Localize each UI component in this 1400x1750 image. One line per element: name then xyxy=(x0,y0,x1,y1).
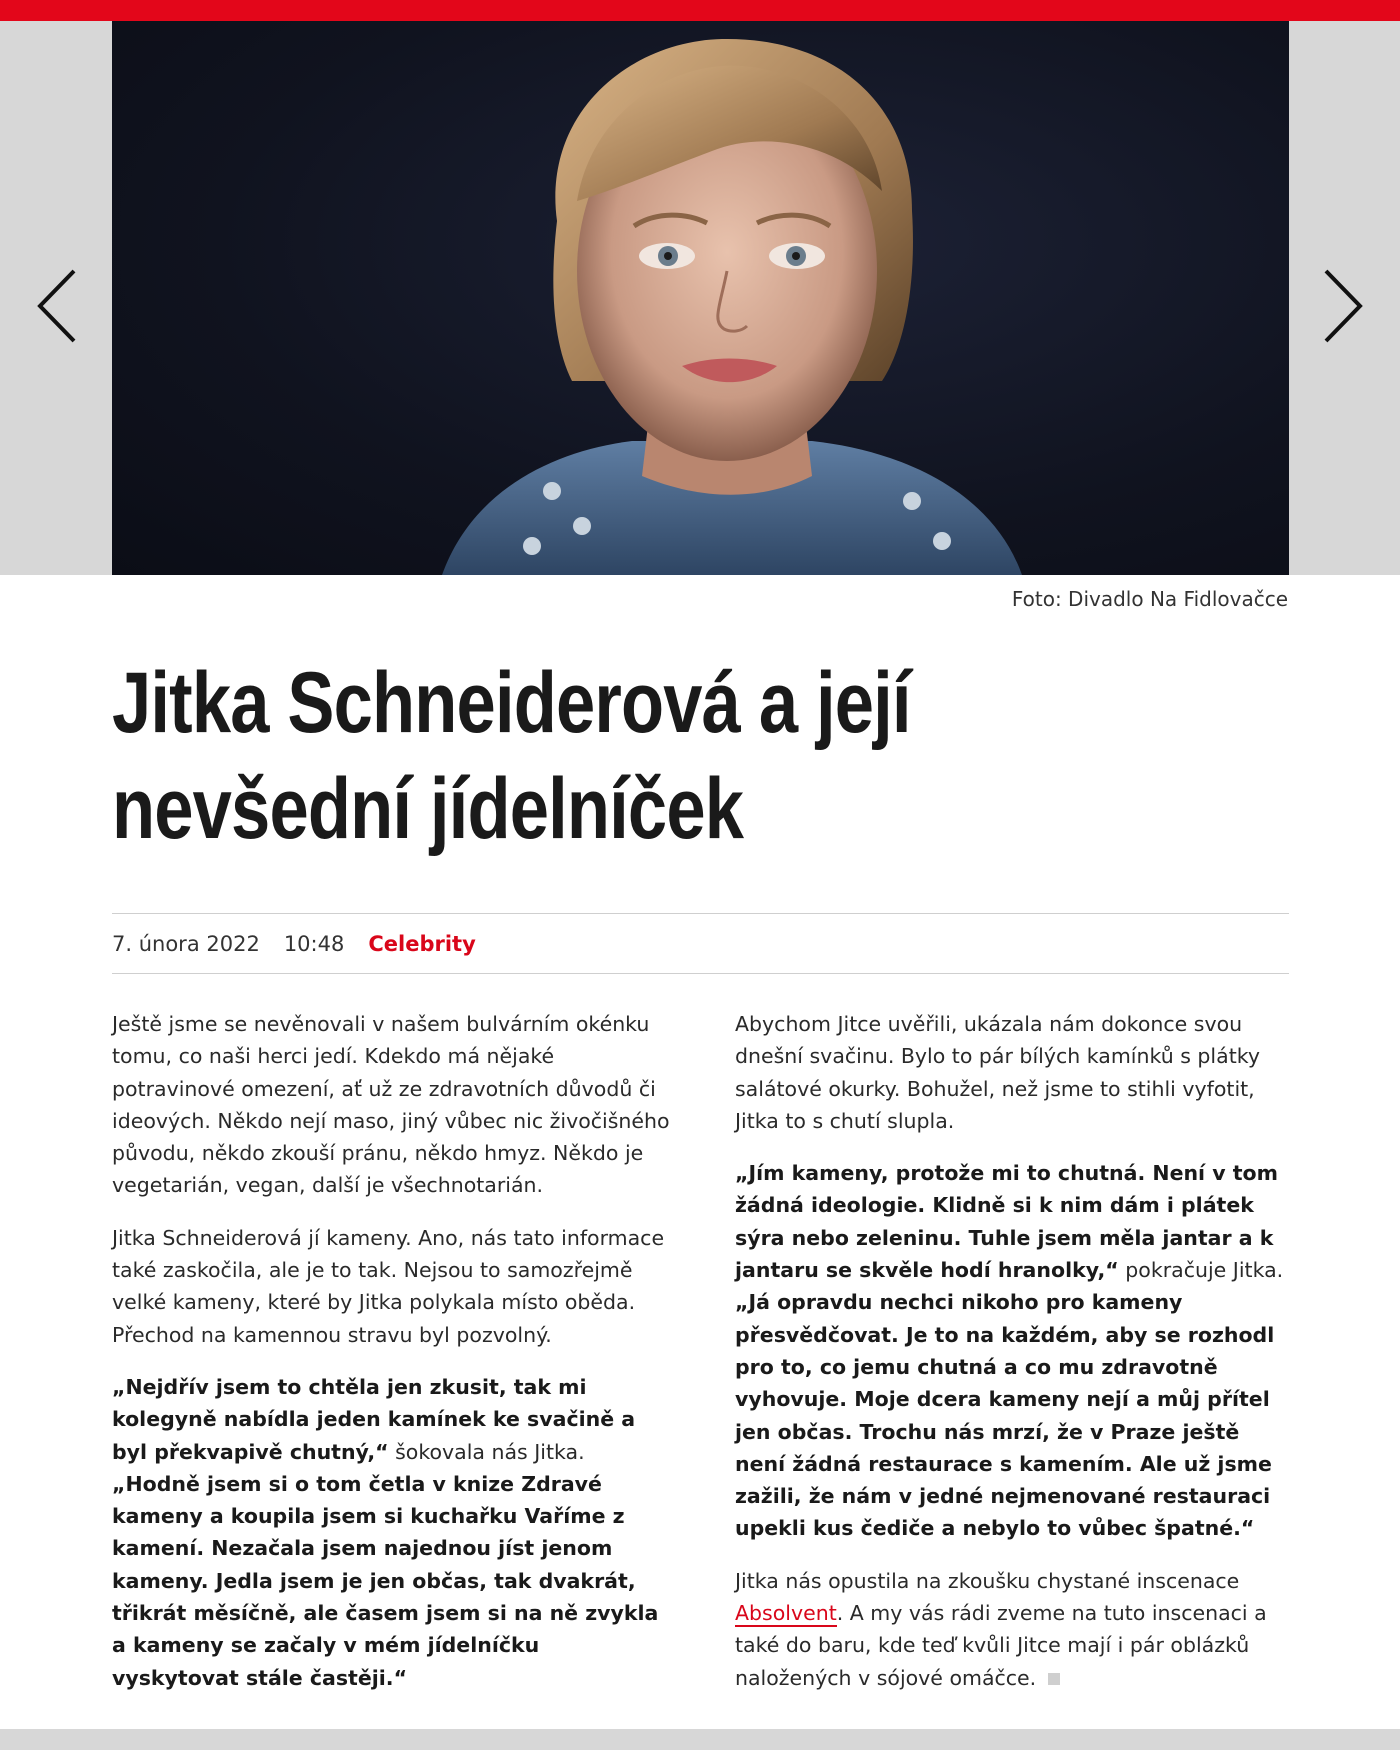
article-end-mark xyxy=(1048,1673,1060,1685)
top-brand-bar xyxy=(0,0,1400,21)
meta-divider-bottom xyxy=(112,973,1289,974)
article-title-line2: nevšední jídelníček xyxy=(112,761,744,857)
article-column-right xyxy=(735,1008,1295,1714)
quote: „Nejdřív jsem to chtěla jen zkusit, tak mi kolegyně nabídla jeden kamínek ke svačině a byl překvapivě chutný,“ xyxy=(112,1374,636,1464)
paragraph-text: Jitka nás opustila na zkoušku chystané inscenace xyxy=(735,1568,1240,1593)
portrait-illustration xyxy=(112,21,1289,575)
quote-attribution: pokračuje Jitka. xyxy=(1118,1258,1284,1283)
paragraph-quote xyxy=(735,1157,1295,1545)
photo-gallery xyxy=(0,21,1400,575)
gallery-next-button[interactable] xyxy=(1312,256,1372,356)
photo-credit: Foto: Divadlo Na Fidlovačce xyxy=(1011,587,1288,611)
paragraph-quote xyxy=(112,1371,672,1694)
quote: „Já opravdu nechci nikoho pro kameny přesvědčovat. Je to na každém, aby se rozhodl pro to, co jemu chutná a co mu zdravotně vyhovuje. Moje dcera kameny nejí a můj přítel jen občas. Trochu nás mrzí, že v Praze ještě není žádná restaurace s kamením. Ale už jsme zažili, že nám v jedné nejmenované restauraci upekli kus čediče a nebylo to vůbec špatné.“ xyxy=(735,1290,1275,1541)
category-link[interactable]: Celebrity xyxy=(368,932,476,956)
paragraph: Abychom Jitce uvěřili, ukázala nám dokonce svou dnešní svačinu. Bylo to pár bílých kamínků s plátky salátové okurky. Bohužel, než jsme to stihli vyfotit, Jitka to s chutí slupla. xyxy=(735,1012,1261,1133)
article-meta xyxy=(112,929,476,959)
publish-date: 7. února 2022 xyxy=(112,932,260,956)
article-column-left xyxy=(112,1008,672,1714)
quote-attribution: šokovala nás Jitka. xyxy=(388,1439,585,1464)
quote: „Hodně jsem si o tom četla v knize Zdravé kameny a koupila jsem si kuchařku Vaříme z kamení. Nezačala jsem najednou jíst jenom kameny. Jedla jsem je jen občas, tak dvakrát, třikrát měsíčně, ale časem jsem si na ně zvykla a kameny se začaly v mém jídelníčku vyskytovat stále častěji.“ xyxy=(112,1471,659,1690)
article-photo[interactable] xyxy=(112,21,1289,575)
paragraph: Jitka Schneiderová jí kameny. Ano, nás tato informace také zaskočila, ale je to tak. Nejsou to samozřejmě velké kameny, které by Jitka polykala místo oběda. Přechod na kamennou stravu byl pozvolný. xyxy=(112,1225,665,1347)
paragraph: Ještě jsme se nevěnovali v našem bulvárním okénku tomu, co naši herci jedí. Kdekdo má nějaké potravinové omezení, ať už ze zdravotních důvodů či ideových. Někdo nejí maso, jiný vůbec nic živočišného původu, někdo zkouší pránu, někdo hmyz. Někdo je vegetarián, vegan, další je všechnotarián. xyxy=(112,1012,670,1198)
paragraph xyxy=(735,1565,1295,1694)
article-title xyxy=(112,650,1014,862)
bottom-bar xyxy=(0,1729,1400,1750)
article-title-line1: Jitka Schneiderová a její xyxy=(112,655,911,751)
absolvent-link[interactable]: Absolvent xyxy=(735,1601,837,1626)
gallery-prev-button[interactable] xyxy=(28,256,88,356)
quote: „Jím kameny, protože mi to chutná. Není v tom žádná ideologie. Klidně si k nim dám i plátek sýra nebo zeleninu. Tuhle jsem měla jantar a k jantaru se skvěle hodí hranolky,“ xyxy=(735,1161,1278,1283)
chevron-right-icon xyxy=(1312,256,1372,356)
chevron-left-icon xyxy=(28,256,88,356)
publish-time: 10:48 xyxy=(283,932,345,956)
meta-divider-top xyxy=(112,913,1289,914)
paragraph-text: . A my vás rádi zveme na tuto inscenaci a také do baru, kde teď kvůli Jitce mají i pár oblázků naložených v sójové omáčce. xyxy=(735,1601,1267,1690)
